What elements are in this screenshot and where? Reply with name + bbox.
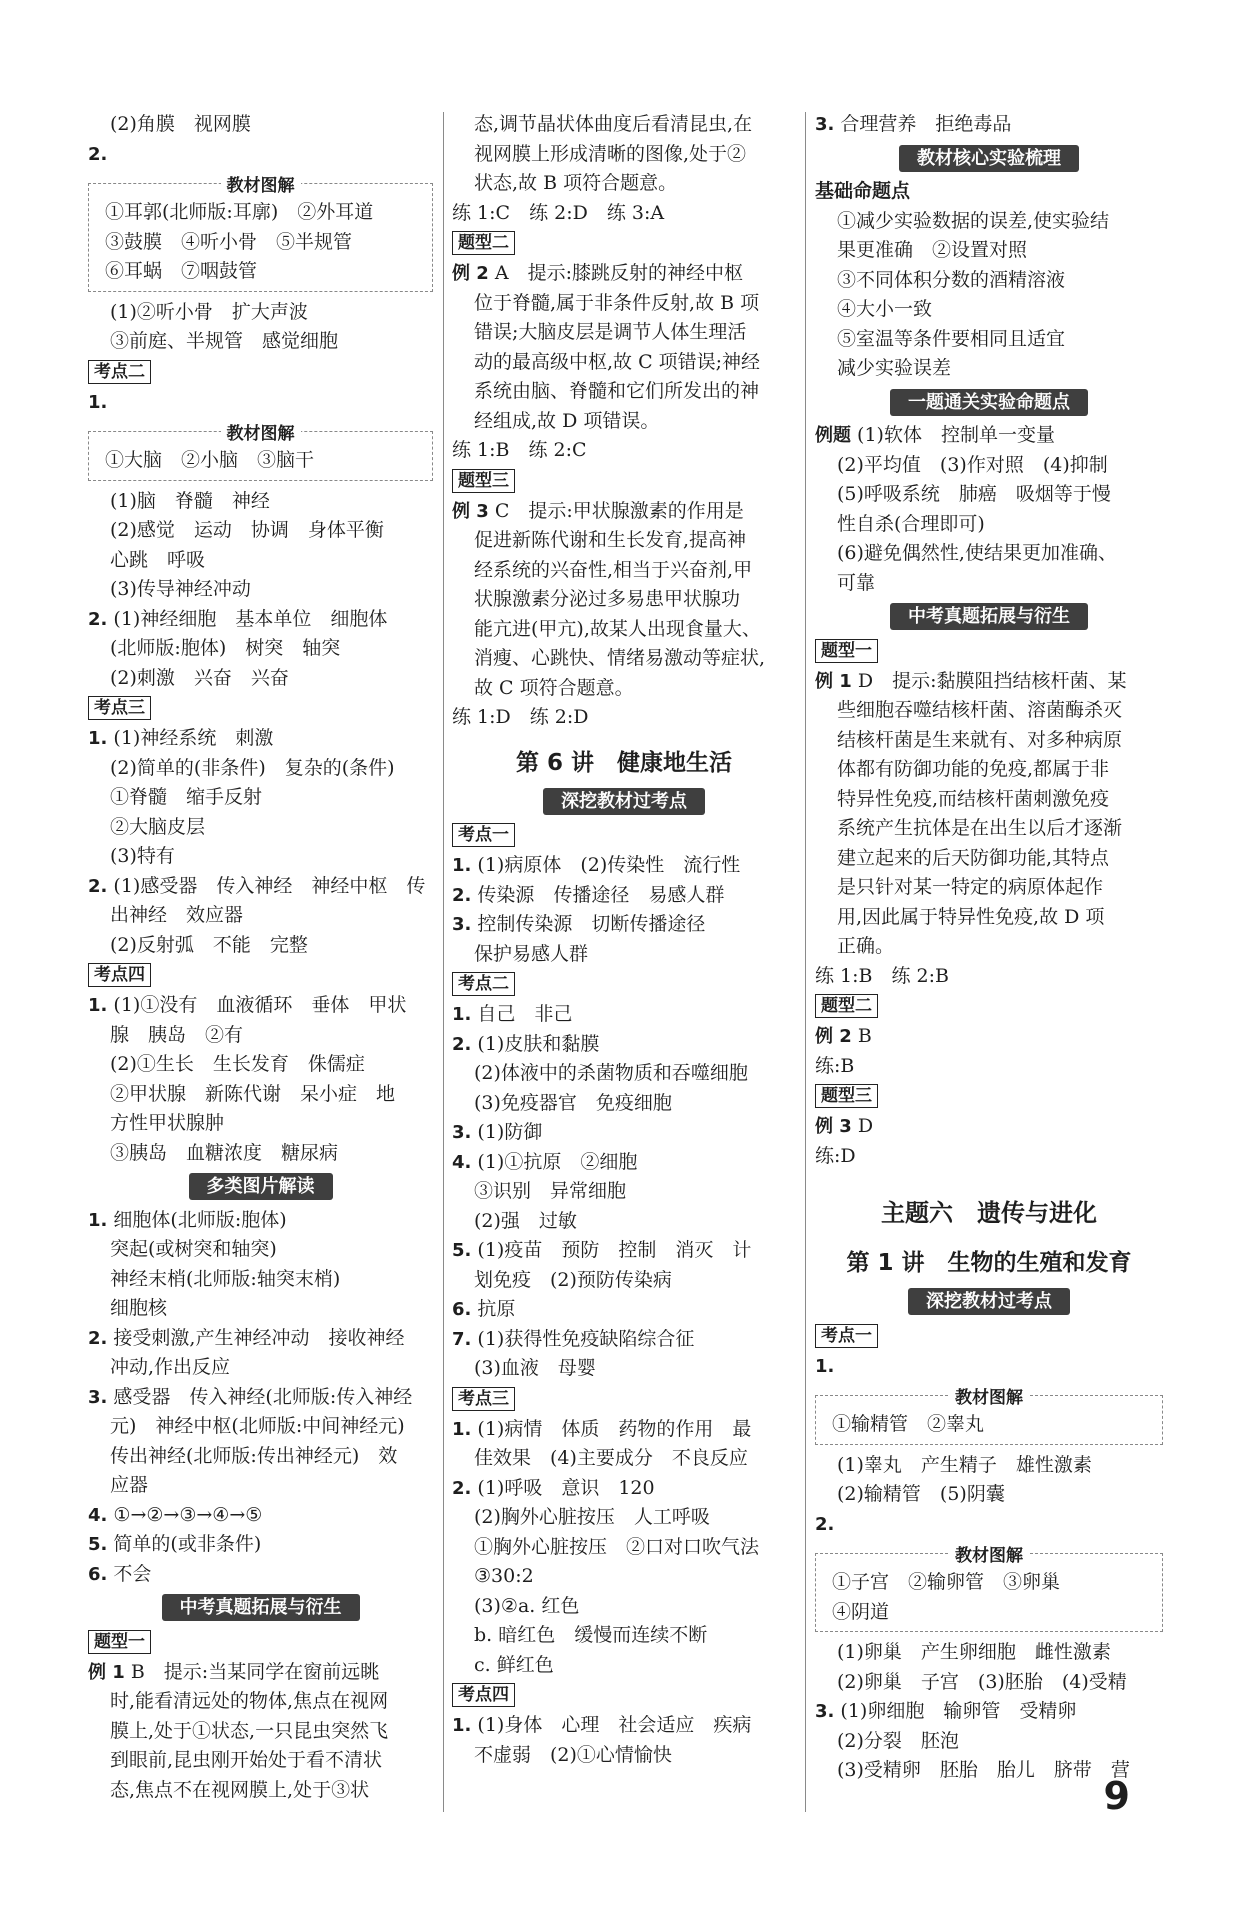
answer-line: (3)免疫器官 免疫细胞	[474, 1091, 672, 1114]
item-number: 7.	[452, 1328, 472, 1350]
section-tag: 题型一	[88, 1630, 151, 1654]
numbered-answer	[452, 1118, 796, 1148]
answer-line: (3)传导神经冲动	[110, 578, 251, 600]
numbered-answer	[452, 497, 796, 527]
item-number: 1.	[452, 855, 472, 876]
item-number: 5.	[452, 1240, 472, 1261]
answer-column-3	[815, 110, 1163, 1786]
section-tag-row	[815, 1081, 1163, 1112]
answer-line: 视网膜上形成清晰的图像,处于②	[474, 142, 747, 165]
item-number: 1.	[88, 391, 108, 413]
section-tag: 考点三	[88, 696, 151, 720]
item-number: 1.	[815, 1355, 835, 1377]
numbered-answer	[88, 140, 433, 170]
answer-line: (3)血液 母婴	[474, 1357, 596, 1379]
section-tag-row	[815, 1321, 1163, 1352]
numbered-answer	[452, 881, 796, 911]
section-tag: 考点三	[452, 1387, 515, 1411]
figure-explanation-box	[815, 1388, 1163, 1445]
item-number: 2.	[452, 1033, 472, 1055]
answer-text: (1)软体 控制单一变量	[857, 424, 1055, 446]
answer-text: D	[857, 1115, 874, 1137]
section-tag: 题型一	[815, 639, 878, 663]
answer-line: (3)②a. 红色	[474, 1594, 580, 1617]
section-banner: 教材核心实验梳理	[899, 145, 1079, 172]
answer-line: (2)平均值 (3)作对照 (4)抑制	[837, 453, 1108, 476]
answer-line: (1)②听小骨 扩大声波	[110, 300, 308, 323]
section-tag-row	[452, 228, 796, 259]
section-tag: 考点二	[452, 972, 515, 996]
answer-line: 保护易感人群	[474, 942, 589, 965]
item-number: 3.	[452, 1122, 472, 1143]
answer-line: 膜上,处于①状态,一只昆虫突然飞	[110, 1719, 389, 1742]
answer-line: 建立起来的后天防御功能,其特点	[837, 846, 1110, 869]
item-number: 3.	[452, 914, 472, 935]
numbered-answer	[452, 1030, 796, 1060]
numbered-answer	[88, 1324, 433, 1354]
answer-line: ②甲状腺 新陈代谢 呆小症 地	[110, 1082, 396, 1105]
section-banner: 中考真题拓展与衍生	[162, 1594, 360, 1621]
item-number: 6.	[88, 1563, 108, 1585]
answer-line: (2)分裂 胚泡	[837, 1729, 959, 1752]
answer-line: 消瘦、心跳快、情绪易激动等症状,	[474, 647, 766, 669]
column-divider-2	[805, 112, 806, 1812]
numbered-answer	[815, 1510, 1163, 1540]
numbered-answer	[815, 421, 1163, 451]
item-number: 例 2	[452, 263, 489, 284]
answer-text: (1)身体 心理 社会适应 疾病	[477, 1714, 752, 1736]
figure-box-title-row	[89, 419, 432, 449]
answer-line: 时,能看清远处的物体,焦点在视网	[110, 1690, 389, 1712]
section-banner-row	[815, 602, 1163, 632]
numbered-answer	[452, 1236, 796, 1266]
answer-line: 突起(或树突和轴突)	[110, 1238, 277, 1260]
section-banner: 一题通关实验命题点	[890, 389, 1088, 416]
answer-column-2	[452, 110, 796, 1770]
section-tag-row	[452, 969, 796, 1000]
answer-line: 果更准确 ②设置对照	[837, 239, 1028, 261]
answer-line: (2)输精管 (5)阴囊	[837, 1483, 1005, 1505]
figure-box-title: 教材图解	[949, 1546, 1029, 1566]
answer-line: 应器	[110, 1474, 149, 1496]
numbered-answer	[452, 1415, 796, 1445]
numbered-answer	[88, 388, 433, 418]
answer-line: (2)反射弧 不能 完整	[110, 933, 308, 956]
answer-text: 传染源 传播途径 易感人群	[477, 883, 725, 906]
answer-line: 划免疫 (2)预防传染病	[474, 1268, 672, 1291]
answer-text: (1)神经细胞 基本单位 细胞体	[113, 607, 388, 630]
figure-label-line: ①大脑 ②小脑 ③脑干	[105, 449, 315, 471]
numbered-answer	[88, 1560, 433, 1590]
answer-text: 细胞体(北师版:胞体)	[113, 1208, 287, 1231]
figure-box-title-row	[89, 171, 432, 201]
section-banner-row	[88, 1172, 433, 1202]
answer-line: 系统由脑、脊髓和它们所发出的神	[474, 380, 760, 402]
answer-line: 不虚弱 (2)①心情愉快	[474, 1743, 672, 1766]
item-number: 1.	[88, 1209, 108, 1231]
answer-text: (1)病原体 (2)传染性 流行性	[477, 854, 741, 876]
section-banner-row	[452, 787, 796, 817]
answer-line: (2)强 过敏	[474, 1209, 577, 1232]
answer-line: 性自杀(合理即可)	[837, 512, 985, 535]
answer-text: 抗原	[477, 1298, 516, 1320]
lesson-heading: 第 6 讲 健康地生活	[515, 749, 733, 776]
answer-text: 简单的(或非条件)	[113, 1533, 262, 1555]
numbered-answer	[88, 1383, 433, 1413]
numbered-answer	[88, 991, 433, 1021]
answer-column-1	[88, 110, 433, 1805]
answer-line: 传出神经(北师版:传出神经元) 效	[110, 1444, 398, 1467]
item-number: 例 2	[815, 1026, 852, 1047]
answer-line: 冲动,作出反应	[110, 1356, 231, 1378]
item-number: 4.	[88, 1504, 108, 1526]
answer-line: 腺 胰岛 ②有	[110, 1023, 244, 1046]
figure-label-line: ①耳郭(北师版:耳廓) ②外耳道	[105, 201, 374, 223]
answer-line: ①胸外心脏按压 ②口对口吹气法	[474, 1535, 760, 1558]
page-number: 9	[1103, 1774, 1130, 1818]
answer-text: 感受器 传入神经(北师版:传入神经	[113, 1385, 413, 1408]
item-number: 2.	[88, 143, 108, 165]
answer-line: (北师版:胞体) 树突 轴突	[110, 637, 341, 659]
numbered-answer	[452, 1148, 796, 1178]
answer-text: (1)获得性免疫缺陷综合征	[477, 1327, 695, 1350]
answer-line: 到眼前,昆虫刚开始处于看不清状	[110, 1749, 383, 1771]
answer-line: (2)胸外心脏按压 人工呼吸	[474, 1506, 710, 1528]
answer-line: (2)①生长 生长发育 侏儒症	[110, 1053, 365, 1075]
section-tag-row	[88, 1627, 433, 1658]
answer-text: 不会	[113, 1562, 152, 1585]
numbered-answer	[815, 1697, 1163, 1727]
section-banner: 深挖教材过考点	[908, 1288, 1070, 1315]
answer-text: C 提示:甲状腺激素的作用是	[494, 499, 744, 522]
item-number: 例 3	[815, 1116, 852, 1137]
answer-line: c. 鲜红色	[474, 1653, 554, 1676]
numbered-answer	[88, 1658, 433, 1688]
answer-text: D 提示:黏膜阻挡结核杆菌、某	[857, 669, 1127, 692]
section-banner-row	[88, 1593, 433, 1623]
answer-line: 位于脊髓,属于非条件反射,故 B 项	[474, 291, 760, 314]
item-number: 2.	[88, 608, 108, 630]
answer-text: (1)感受器 传入神经 神经中枢 传	[113, 874, 426, 897]
answer-line: 心跳 呼吸	[110, 548, 206, 571]
answer-line: 细胞核	[110, 1297, 168, 1319]
answer-text: 控制传染源 切断传播途径	[477, 913, 706, 935]
figure-label-line: ①子宫 ②输卵管 ③卵巢	[832, 1571, 1061, 1593]
answer-line: ④大小一致	[837, 298, 933, 320]
answer-text: (1)疫苗 预防 控制 消灭 计	[477, 1239, 752, 1261]
answer-text: 自己 非己	[477, 1003, 573, 1025]
numbered-answer	[452, 851, 796, 881]
answer-line: 经组成,故 D 项错误。	[474, 409, 660, 432]
section-tag-row	[88, 693, 433, 724]
numbered-answer	[815, 667, 1163, 697]
section-tag: 考点一	[815, 1324, 878, 1348]
answer-line: 练 1:B 练 2:B	[815, 964, 949, 987]
numbered-answer	[88, 872, 433, 902]
answer-line: 系统产生抗体是在出生以后才逐渐	[837, 817, 1123, 839]
figure-explanation-box	[88, 424, 433, 481]
numbered-answer	[452, 1325, 796, 1355]
answer-text: (1)①没有 血液循环 垂体 甲状	[113, 994, 407, 1016]
figure-box-title: 教材图解	[949, 1388, 1029, 1408]
answer-line: ②大脑皮层	[110, 815, 206, 838]
answer-line: (2)体液中的杀菌物质和吞噬细胞	[474, 1062, 748, 1084]
answer-text: (1)防御	[477, 1121, 543, 1143]
answer-line: 能亢进(甲亢),故某人出现食量大、	[474, 617, 761, 640]
section-tag-row	[88, 357, 433, 388]
answer-line: 佳效果 (4)主要成分 不良反应	[474, 1447, 748, 1469]
answer-line: (3)特有	[110, 845, 175, 867]
answer-line: 元) 神经中枢(北师版:中间神经元)	[110, 1415, 405, 1437]
section-tag: 题型三	[815, 1084, 878, 1108]
numbered-answer	[815, 1112, 1163, 1142]
section-tag: 题型二	[815, 994, 878, 1018]
item-number: 3.	[815, 1701, 835, 1722]
lesson-heading: 第 1 讲 生物的生殖和发育	[846, 1250, 1132, 1276]
answer-text: (1)①抗原 ②细胞	[477, 1150, 638, 1173]
answer-line: ③前庭、半规管 感觉细胞	[110, 330, 339, 352]
answer-line: 态,焦点不在视网膜上,处于③状	[110, 1778, 370, 1801]
numbered-answer	[88, 605, 433, 635]
section-banner: 中考真题拓展与衍生	[890, 603, 1088, 630]
section-banner-row	[815, 388, 1163, 418]
item-number: 2.	[815, 1513, 835, 1535]
item-number: 例 1	[815, 670, 852, 692]
item-number: 2.	[452, 884, 472, 906]
answer-line: 练 1:C 练 2:D 练 3:A	[452, 201, 665, 224]
section-tag-row	[452, 820, 796, 851]
answer-line: 可靠	[837, 571, 876, 594]
answer-text: 接受刺激,产生神经冲动 接收神经	[113, 1326, 405, 1349]
item-number: 2.	[88, 875, 108, 897]
answer-line: (1)卵巢 产生卵细胞 雌性激素	[837, 1641, 1111, 1663]
numbered-answer	[88, 1530, 433, 1560]
figure-box-title: 教材图解	[221, 176, 301, 196]
item-number: 5.	[88, 1534, 108, 1555]
section-tag: 题型二	[452, 231, 515, 255]
answer-text: (1)病情 体质 药物的作用 最	[477, 1417, 752, 1440]
answer-line: 体都有防御功能的免疫,都属于非	[837, 758, 1110, 780]
unit-heading: 主题六 遗传与进化	[881, 1199, 1097, 1227]
section-tag-row	[815, 991, 1163, 1022]
numbered-answer	[452, 1295, 796, 1325]
item-number: 1.	[452, 1715, 472, 1736]
answer-text: (1)卵细胞 输卵管 受精卵	[840, 1700, 1077, 1722]
item-number: 例题	[815, 425, 851, 446]
section-banner-row	[815, 144, 1163, 174]
item-number: 6.	[452, 1299, 472, 1320]
section-tag: 考点一	[452, 823, 515, 847]
numbered-answer	[452, 1711, 796, 1741]
section-tag-row	[452, 1680, 796, 1711]
figure-label-line: ①输精管 ②睾丸	[832, 1413, 985, 1435]
answer-line: ①减少实验数据的误差,使实验结	[837, 209, 1110, 232]
answer-line: (2)感觉 运动 协调 身体平衡	[110, 519, 384, 541]
answer-line: 练:B	[815, 1054, 855, 1077]
answer-line: (2)角膜 视网膜	[110, 113, 251, 135]
answer-line: 练 1:B 练 2:C	[452, 439, 587, 461]
answer-line: 正确。	[837, 935, 895, 957]
answer-text: B 提示:当某同学在窗前远眺	[130, 1660, 380, 1683]
answer-text: B	[857, 1025, 872, 1047]
section-tag: 题型三	[452, 469, 515, 493]
item-number: 例 1	[88, 1661, 125, 1683]
answer-text: A 提示:膝跳反射的神经中枢	[494, 262, 743, 284]
answer-text: ①→②→③→④→⑤	[113, 1503, 263, 1526]
answer-line: 练:D	[815, 1144, 856, 1167]
answer-line: ①脊髓 缩手反射	[110, 786, 263, 808]
item-number: 2.	[88, 1327, 108, 1349]
figure-box-title: 教材图解	[221, 424, 301, 444]
answer-line: 状态,故 B 项符合题意。	[474, 172, 678, 194]
answer-line: 用,因此属于特异性免疫,故 D 项	[837, 905, 1105, 928]
answer-line: 错误;大脑皮层是调节人体生理活	[474, 321, 747, 343]
item-number: 1.	[452, 1004, 472, 1025]
numbered-answer	[815, 110, 1163, 140]
answer-line: ⑤室温等条件要相同且适宜	[837, 327, 1066, 350]
answer-line: 经系统的兴奋性,相当于兴奋剂,甲	[474, 558, 753, 581]
section-tag-row	[452, 466, 796, 497]
section-banner: 深挖教材过考点	[543, 788, 705, 815]
answer-line: 是只针对某一特定的病原体起作	[837, 876, 1104, 898]
answer-text: (1)神经系统 刺激	[113, 727, 274, 749]
answer-line: 动的最高级中枢,故 C 项错误;神经	[474, 350, 761, 373]
answer-line: 故 C 项符合题意。	[474, 676, 634, 699]
column-divider-1	[443, 112, 444, 1812]
numbered-answer	[452, 1474, 796, 1504]
answer-line: 特异性免疫,而结核杆菌刺激免疫	[837, 787, 1110, 810]
answer-line: 结核杆菌是生来就有、对多种病原	[837, 728, 1123, 751]
answer-line: (2)卵巢 子宫 (3)胚胎 (4)受精	[837, 1670, 1127, 1693]
section-tag: 考点四	[452, 1683, 515, 1707]
section-tag: 考点二	[88, 360, 151, 384]
answer-text: (1)呼吸 意识 120	[477, 1476, 655, 1499]
answer-line: ③不同体积分数的酒精溶液	[837, 268, 1066, 291]
numbered-answer	[88, 1501, 433, 1531]
section-tag-row	[88, 960, 433, 991]
numbered-answer	[88, 1206, 433, 1236]
answer-text: 合理营养 拒绝毒品	[840, 113, 1012, 135]
item-number: 2.	[452, 1477, 472, 1499]
figure-label-line: ④阴道	[832, 1600, 890, 1623]
answer-line: (2)刺激 兴奋 兴奋	[110, 666, 289, 689]
answer-line: 练 1:D 练 2:D	[452, 706, 589, 728]
item-number: 1.	[88, 728, 108, 749]
answer-line: 方性甲状腺肿	[110, 1112, 225, 1134]
section-banner-row	[815, 1287, 1163, 1317]
section-tag-row	[815, 636, 1163, 667]
answer-line: ③识别 异常细胞	[474, 1180, 627, 1202]
answer-line: 促进新陈代谢和生长发育,提高神	[474, 529, 747, 551]
figure-label-line: ⑥耳蜗 ⑦咽鼓管	[105, 260, 258, 282]
item-number: 3.	[88, 1386, 108, 1408]
section-label: 基础命题点	[815, 180, 911, 202]
item-number: 1.	[88, 995, 108, 1016]
answer-line: 减少实验误差	[837, 357, 952, 379]
figure-box-title-row	[816, 1383, 1162, 1413]
figure-explanation-box	[88, 176, 433, 292]
answer-line: 神经末梢(北师版:轴突末梢)	[110, 1267, 341, 1290]
figure-explanation-box	[815, 1546, 1163, 1632]
numbered-answer	[815, 1022, 1163, 1052]
section-tag: 考点四	[88, 963, 151, 987]
figure-label-line: ③鼓膜 ④听小骨 ⑤半规管	[105, 230, 353, 253]
answer-line: ③胰岛 血糖浓度 糖尿病	[110, 1141, 339, 1164]
answer-line: (1)脑 脊髓 神经	[110, 489, 270, 512]
numbered-answer	[452, 1000, 796, 1030]
answer-line: b. 暗红色 缓慢而连续不断	[474, 1624, 708, 1646]
item-number: 例 3	[452, 500, 489, 522]
numbered-answer	[452, 910, 796, 940]
answer-text: (1)皮肤和黏膜	[477, 1032, 600, 1055]
numbered-answer	[88, 724, 433, 754]
answer-line: (6)避免偶然性,使结果更加准确、	[837, 542, 1117, 564]
item-number: 3.	[815, 114, 835, 135]
item-number: 1.	[452, 1418, 472, 1440]
answer-line: (2)简单的(非条件) 复杂的(条件)	[110, 756, 395, 779]
answer-line: 态,调节晶状体曲度后看清昆虫,在	[474, 113, 753, 135]
answer-line: (1)睾丸 产生精子 雄性激素	[837, 1453, 1092, 1476]
figure-box-title-row	[816, 1541, 1162, 1571]
numbered-answer	[452, 259, 796, 289]
numbered-answer	[815, 1352, 1163, 1382]
answer-line: 出神经 效应器	[110, 904, 244, 926]
answer-line: 状腺激素分泌过多易患甲状腺功	[474, 588, 741, 610]
section-tag-row	[452, 1384, 796, 1415]
item-number: 4.	[452, 1151, 472, 1173]
answer-line: 些细胞吞噬结核杆菌、溶菌酶杀灭	[837, 699, 1123, 721]
answer-line: (5)呼吸系统 肺癌 吸烟等于慢	[837, 483, 1111, 505]
section-banner: 多类图片解读	[189, 1173, 333, 1200]
answer-line: ③30:2	[474, 1565, 534, 1587]
answer-line: (3)受精卵 胚胎 胎儿 脐带 营	[837, 1759, 1130, 1781]
